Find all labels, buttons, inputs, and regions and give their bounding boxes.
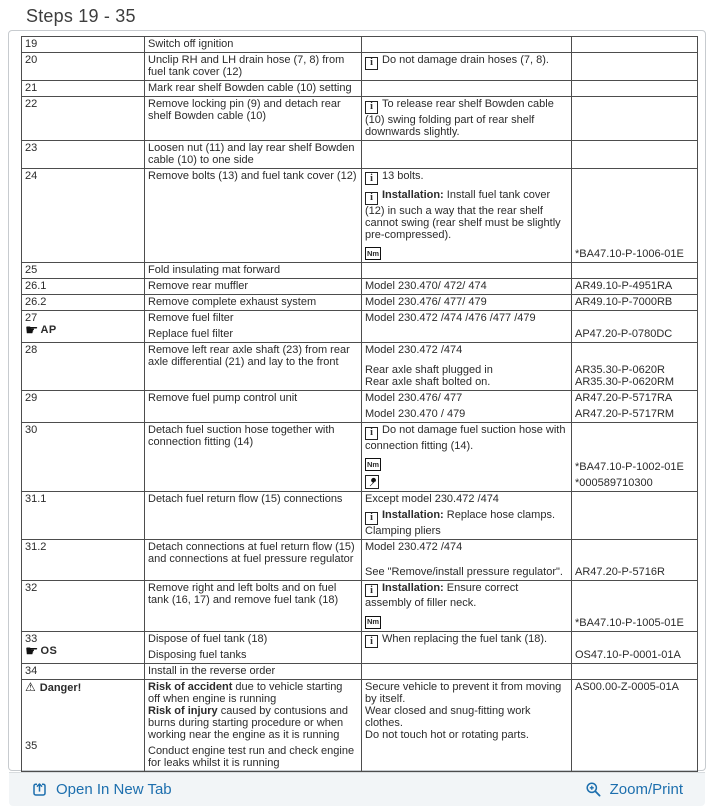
code-cell [572, 81, 698, 97]
info-cell [362, 141, 572, 169]
info-cell [362, 581, 572, 632]
info-icon: i [365, 101, 378, 114]
info-cell [362, 97, 572, 141]
step-cell [22, 295, 145, 311]
code-cell [572, 279, 698, 295]
info-icon: i [365, 427, 378, 440]
text-line: ☛ OS [25, 642, 58, 660]
text-line: See "Remove/install pressure regulator". [365, 565, 563, 578]
code-cell [572, 53, 698, 81]
text-line: Model 230.470/ 472/ 474 [365, 280, 487, 292]
text-line: *BA47.10-P-1006-01E [575, 248, 684, 260]
text-line: AS00.00-Z-0005-01A [575, 680, 679, 693]
text-line: AR35.30-P-0620RM [575, 376, 675, 388]
info-cell [362, 37, 572, 53]
text-line: 31.2 [25, 540, 47, 553]
text-line: Remove complete exhaust system [148, 296, 317, 308]
info-icon: i [365, 192, 378, 205]
text-line: 33 [25, 632, 38, 645]
text-line: i When replacing the fuel tank (18). [365, 633, 567, 649]
desc-cell [145, 664, 362, 680]
text-line: Disposing fuel tanks [148, 648, 247, 661]
text-line: Unclip RH and LH drain hose (7, 8) from fuel tank cover (12) [148, 54, 345, 78]
text-line: Do not touch hot or rotating parts. [365, 728, 529, 741]
desc-cell [145, 295, 362, 311]
text-line: Detach connections at fuel return flow (15) and connections at fuel pressure regulator [148, 540, 355, 565]
warning-triangle-icon: ⚠ [25, 679, 36, 694]
desc-cell [145, 391, 362, 423]
table-row [22, 279, 698, 295]
info-cell [362, 343, 572, 391]
step-cell [22, 664, 145, 680]
text-line: 24 [25, 169, 38, 182]
desc-cell [145, 311, 362, 343]
text-line: 29 [25, 392, 38, 404]
desc-cell [145, 169, 362, 264]
info-cell [362, 53, 572, 81]
text-line: i To release rear shelf Bowden cable (10) swing folding part of rear shelf downwards slightly. [365, 98, 554, 138]
text-line: Detach fuel return flow (15) connections [148, 493, 343, 505]
table-row [22, 632, 698, 664]
info-cell [362, 279, 572, 295]
desc-cell [145, 581, 362, 632]
info-icon: i [365, 584, 378, 597]
code-cell [572, 295, 698, 311]
step-cell [22, 343, 145, 391]
step-cell [22, 492, 145, 540]
step-cell [22, 81, 145, 97]
text-line: Rear axle shaft bolted on. [365, 376, 491, 388]
step-cell [22, 540, 145, 581]
desc-cell [145, 141, 362, 169]
table-row [22, 391, 698, 423]
torque-nm-icon: Nm [365, 458, 381, 471]
text-line: Remove rear muffler [148, 280, 249, 292]
desc-cell [145, 53, 362, 81]
text-line: Dispose of fuel tank (18) [148, 632, 268, 645]
table-row [22, 540, 698, 581]
text-line: Conduct engine test run and check engine for leaks whilst it is running [148, 744, 355, 769]
table-row [22, 492, 698, 540]
text-line: AR49.10-P-4951RA [575, 280, 673, 292]
pointing-hand-icon: ☛ [25, 322, 39, 339]
text-line: Model 230.472 /474 /476 /477 /479 [365, 312, 536, 324]
text-line [365, 245, 567, 261]
pointing-hand-icon: ☛ [25, 642, 39, 660]
info-cell [362, 540, 572, 581]
info-icon: i [365, 512, 378, 525]
text-line: 23 [25, 141, 38, 154]
text-line: AR47.20-P-5717RA [575, 392, 673, 404]
code-cell [572, 492, 698, 540]
text-line: Model 230.476/ 477 [365, 392, 463, 404]
table-row [22, 295, 698, 311]
desc-cell [145, 343, 362, 391]
step-cell [22, 423, 145, 492]
text-line: Model 230.476/ 477/ 479 [365, 296, 487, 308]
info-icon: i [365, 635, 378, 648]
text-line: i Installation: Install fuel tank cover (12) in such a way that the rear shelf cannot swing (rear shelf must be slightly pre-compressed). [365, 189, 561, 241]
info-cell [362, 295, 572, 311]
info-cell [362, 81, 572, 97]
desc-cell [145, 680, 362, 772]
info-icon: i [365, 57, 378, 70]
text-line: AR49.10-P-7000RB [575, 296, 673, 308]
text-line: 25 [25, 264, 38, 276]
text-line: Switch off ignition [148, 38, 234, 50]
text-line: i Do not damage fuel suction hose with connection fitting (14). [365, 424, 566, 452]
text-line: *BA47.10-P-1002-01E [575, 461, 684, 473]
text-line: *000589710300 [575, 477, 653, 489]
text-line: Model 230.472 /474 [365, 540, 463, 553]
text-line [365, 475, 567, 489]
torque-nm-icon: Nm [365, 616, 381, 629]
desc-cell [145, 492, 362, 540]
table-row [22, 81, 698, 97]
table-row [22, 680, 698, 772]
footer-bar [9, 772, 705, 806]
text-line: Mark rear shelf Bowden cable (10) setting [148, 82, 352, 94]
code-cell [572, 343, 698, 391]
text-line: Install in the reverse order [148, 664, 276, 677]
desc-cell [145, 632, 362, 664]
step-cell [22, 581, 145, 632]
code-cell [572, 423, 698, 492]
code-cell [572, 263, 698, 279]
info-cell [362, 391, 572, 423]
text-line: Remove right and left bolts and on fuel tank (16, 17) and remove fuel tank (18) [148, 581, 339, 606]
table-row [22, 37, 698, 53]
open-in-new-tab-button[interactable] [31, 781, 172, 798]
step-cell [22, 680, 145, 772]
step-cell [22, 263, 145, 279]
info-cell [362, 169, 572, 264]
text-line: Risk of injury caused by contusions and burns during starting procedure or when working near the engine as it is running [148, 704, 348, 741]
text-line [365, 613, 567, 629]
text-line: Remove bolts (13) and fuel tank cover (12) [148, 169, 357, 182]
steps-table [21, 36, 698, 772]
torque-nm-icon: Nm [365, 247, 381, 260]
text-line: ⚠ Danger! [25, 679, 82, 694]
code-cell [572, 680, 698, 772]
table-row [22, 263, 698, 279]
text-line: Remove fuel pump control unit [148, 392, 298, 404]
step-cell [22, 53, 145, 81]
content-frame [8, 30, 706, 798]
text-line: Rear axle shaft plugged in [365, 364, 493, 376]
table-row [22, 53, 698, 81]
step-cell [22, 311, 145, 343]
page-title: Steps 19 - 35 [26, 6, 136, 26]
table-row [22, 664, 698, 680]
zoom-print-label: Zoom/Print [609, 780, 683, 798]
table-row [22, 97, 698, 141]
code-cell [572, 581, 698, 632]
step-cell [22, 37, 145, 53]
text-line: Remove locking pin (9) and detach rear shelf Bowden cable (10) [148, 98, 341, 122]
desc-cell [145, 37, 362, 53]
zoom-magnifier-icon [585, 781, 602, 798]
step-cell [22, 169, 145, 264]
text-line: ☛ AP [25, 322, 57, 339]
text-line: Loosen nut (11) and lay rear shelf Bowden cable (10) to one side [148, 141, 355, 166]
text-line: 32 [25, 581, 38, 594]
text-line: 22 [25, 98, 38, 110]
info-cell [362, 680, 572, 772]
code-cell [572, 632, 698, 664]
text-line: Model 230.472 /474 [365, 344, 463, 356]
desc-cell [145, 423, 362, 492]
text-line: AR47.20-P-5717RM [575, 408, 675, 420]
text-line: 20 [25, 54, 38, 66]
text-line: i Do not damage drain hoses (7, 8). [365, 54, 567, 70]
text-line: 30 [25, 424, 38, 436]
text-line: 19 [25, 38, 38, 50]
text-line: Replace fuel filter [148, 328, 233, 340]
info-cell [362, 263, 572, 279]
text-line: Clamping pliers [365, 524, 441, 537]
desc-cell [145, 279, 362, 295]
text-line: i Installation: Replace hose clamps. [365, 509, 567, 525]
text-line: 26.2 [25, 296, 47, 308]
text-line: *BA47.10-P-1005-01E [575, 616, 684, 629]
table-wrap [9, 31, 705, 772]
desc-cell [145, 540, 362, 581]
info-cell [362, 423, 572, 492]
code-cell [572, 311, 698, 343]
text-line: i 13 bolts. [365, 170, 567, 186]
info-cell [362, 492, 572, 540]
text-line: AP47.20-P-0780DC [575, 328, 673, 340]
desc-cell [145, 81, 362, 97]
table-row [22, 423, 698, 492]
step-cell [22, 391, 145, 423]
info-cell [362, 632, 572, 664]
text-line: Remove left rear axle shaft (23) from rear axle differential (21) and lay to the front [148, 344, 350, 368]
text-line: Wear closed and snug-fitting work clothes. [365, 704, 531, 729]
text-line: 35 [25, 739, 38, 752]
text-line: 34 [25, 664, 38, 677]
code-cell [572, 141, 698, 169]
text-line: Except model 230.472 /474 [365, 493, 499, 505]
zoom-print-button[interactable] [585, 781, 683, 798]
code-cell [572, 391, 698, 423]
table-row [22, 141, 698, 169]
code-cell [572, 540, 698, 581]
code-cell [572, 169, 698, 264]
text-line: Risk of accident due to vehicle starting off when engine is running [148, 680, 343, 705]
text-line [365, 456, 567, 472]
text-line: 31.1 [25, 493, 47, 505]
text-line: Remove fuel filter [148, 312, 234, 324]
text-line: 27 [25, 312, 38, 324]
desc-cell [145, 97, 362, 141]
code-cell [572, 97, 698, 141]
text-line: AR47.20-P-5716R [575, 565, 665, 578]
step-cell [22, 632, 145, 664]
info-cell [362, 664, 572, 680]
table-row [22, 311, 698, 343]
code-cell [572, 664, 698, 680]
desc-cell [145, 263, 362, 279]
info-cell [362, 311, 572, 343]
text-line: Secure vehicle to prevent it from moving by itself. [365, 680, 562, 705]
info-icon: i [365, 172, 378, 185]
text-line: Model 230.470 / 479 [365, 408, 466, 420]
open-in-new-tab-icon [31, 781, 48, 798]
text-line: OS47.10-P-0001-01A [575, 648, 681, 661]
text-line: i Installation: Ensure correct assembly of filler neck. [365, 581, 519, 609]
text-line: 26.1 [25, 280, 47, 292]
table-row [22, 169, 698, 264]
step-cell [22, 97, 145, 141]
special-tool-icon [365, 475, 379, 489]
table-row [22, 343, 698, 391]
text-line: AR35.30-P-0620R [575, 364, 665, 376]
step-cell [22, 279, 145, 295]
text-line: Detach fuel suction hose together with connection fitting (14) [148, 424, 335, 448]
step-cell [22, 141, 145, 169]
open-in-new-tab-label: Open In New Tab [56, 780, 172, 798]
table-row [22, 581, 698, 632]
text-line: 21 [25, 82, 38, 94]
text-line: Fold insulating mat forward [148, 264, 281, 276]
code-cell [572, 37, 698, 53]
text-line: 28 [25, 344, 38, 356]
